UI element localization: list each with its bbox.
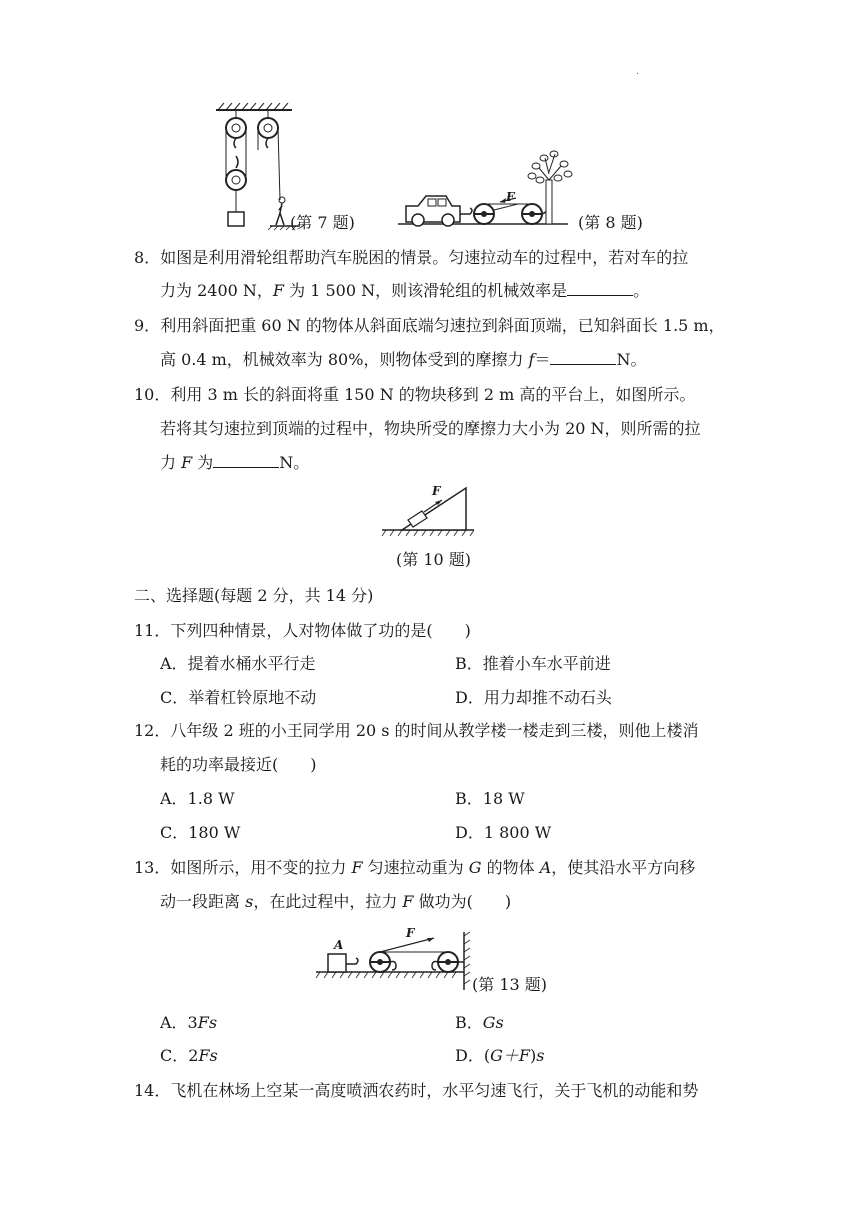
question-13-option-b[interactable]: B．Gs <box>455 1013 504 1032</box>
question-8-line-1: 8．如图是利用滑轮组帮助汽车脱困的情景。匀速拉动车的过程中，若对车的拉 <box>134 248 689 267</box>
question-13-line-1: 13．如图所示，用不变的拉力 F 匀速拉动重为 G 的物体 A，使其沿水平方向移 <box>134 858 696 877</box>
question-13-option-d[interactable]: D．(G＋F)s <box>455 1046 545 1065</box>
question-9-line-1: 9．利用斜面把重 60 N 的物体从斜面底端匀速拉到斜面顶端，已知斜面长 1.5 m， <box>134 316 725 335</box>
question-12-option-d[interactable]: D．1 800 W <box>455 823 552 842</box>
question-12-option-c[interactable]: C．180 W <box>160 823 241 842</box>
figure-13-force-label: F <box>406 926 415 940</box>
answer-blank[interactable] <box>213 453 279 468</box>
question-12-option-b[interactable]: B．18 W <box>455 789 525 808</box>
figure-8-force-label: F <box>506 190 515 204</box>
question-11-option-c[interactable]: C．举着杠铃原地不动 <box>160 688 317 707</box>
car-pulley-figure <box>398 150 582 230</box>
pulley-system-figure <box>208 100 308 230</box>
question-10-line-3: 力 F 为 N。 <box>160 453 310 472</box>
question-9-line-2: 高 0.4 m，机械效率为 80%，则物体受到的摩擦力 f＝ N。 <box>160 350 647 369</box>
answer-blank[interactable] <box>550 350 616 365</box>
incline-figure <box>378 480 478 540</box>
question-12-option-a[interactable]: A．1.8 W <box>160 789 235 808</box>
question-12-line-2: 耗的功率最接近( ) <box>160 755 317 774</box>
question-14-line-1: 14．飞机在林场上空某一高度喷洒农药时，水平匀速飞行，关于飞机的动能和势 <box>134 1081 699 1100</box>
answer-blank[interactable] <box>567 281 633 296</box>
question-12-line-1: 12．八年级 2 班的小王同学用 20 s 的时间从教学楼一楼走到三楼，则他上楼消 <box>134 721 699 740</box>
figure-7-caption: (第 7 题) <box>290 213 355 232</box>
figure-10-caption: (第 10 题) <box>396 550 472 569</box>
figure-8-caption: (第 8 题) <box>578 213 643 232</box>
question-10-line-1: 10．利用 3 m 长的斜面将重 150 N 的物块移到 2 m 高的平台上，如图所示。 <box>134 385 696 404</box>
question-13-line-2: 动一段距离 s，在此过程中，拉力 F 做功为( ) <box>160 892 512 911</box>
question-13-option-c[interactable]: C．2Fs <box>160 1046 218 1065</box>
figure-13-block-label: A <box>334 938 344 952</box>
question-11-option-b[interactable]: B．推着小车水平前进 <box>455 654 611 673</box>
section-2-heading: 二、选择题(每题 2 分，共 14 分) <box>134 586 374 605</box>
question-11-option-a[interactable]: A．提着水桶水平行走 <box>160 654 316 673</box>
question-13-option-a[interactable]: A．3Fs <box>160 1013 218 1032</box>
question-10-line-2: 若将其匀速拉到顶端的过程中，物块所受的摩擦力大小为 20 N，则所需的拉 <box>160 419 701 438</box>
question-11-option-d[interactable]: D．用力却推不动石头 <box>455 688 612 707</box>
corner-dot: · <box>636 69 640 80</box>
question-8-line-2: 力为 2400 N，F 为 1 500 N，则该滑轮组的机械效率是 。 <box>160 281 650 300</box>
figure-13-caption: (第 13 题) <box>472 975 548 994</box>
figure-10-force-label: F <box>432 484 441 498</box>
question-11-stem: 11．下列四种情景，人对物体做了功的是( ) <box>134 621 471 640</box>
